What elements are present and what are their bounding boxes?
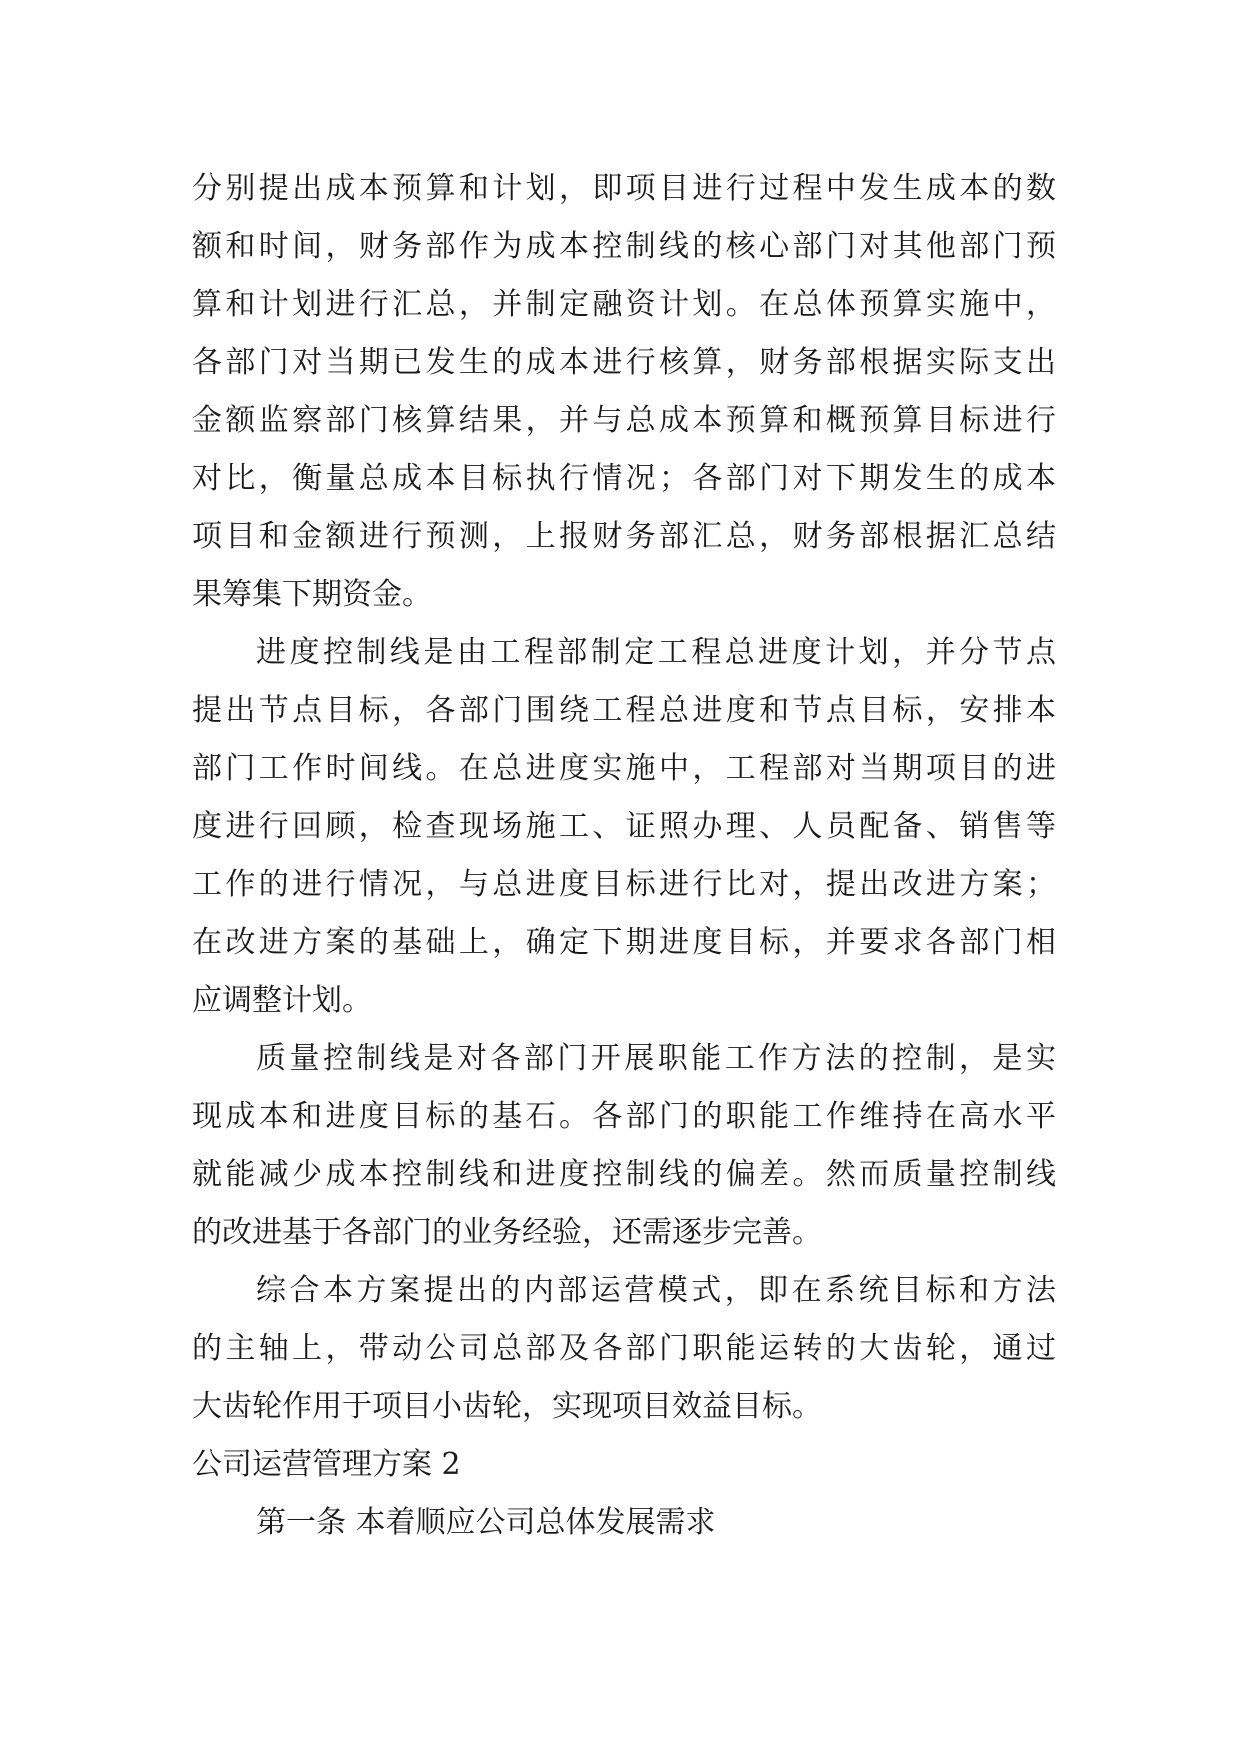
text-line: 进度控制线是由工程部制定工程总进度计划，并分节点 bbox=[256, 635, 1056, 670]
text-line: 提出节点目标，各部门围绕工程总进度和节点目标，安排本 bbox=[192, 693, 1056, 728]
text-line: 应调整计划。 bbox=[192, 983, 372, 1018]
text-line: 现成本和进度目标的基石。各部门的职能工作维持在高水平 bbox=[192, 1099, 1056, 1134]
document-body bbox=[192, 160, 1056, 1552]
text-line: 的主轴上，带动公司总部及各部门职能运转的大齿轮，通过 bbox=[192, 1331, 1056, 1366]
text-line: 就能减少成本控制线和进度控制线的偏差。然而质量控制线 bbox=[192, 1157, 1056, 1192]
text-line: 的改进基于各部门的业务经验，还需逐步完善。 bbox=[192, 1215, 822, 1250]
paragraph-cost-control-continued bbox=[192, 160, 1056, 624]
text-line: 工作的进行情况，与总进度目标进行比对，提出改进方案； bbox=[192, 867, 1056, 902]
text-line: 分别提出成本预算和计划，即项目进行过程中发生成本的数 bbox=[192, 171, 1056, 206]
section-heading: 公司运营管理方案 2 bbox=[192, 1447, 461, 1482]
paragraph-quality-control bbox=[192, 1030, 1056, 1262]
text-line: 综合本方案提出的内部运营模式，即在系统目标和方法 bbox=[256, 1273, 1056, 1308]
text-line: 大齿轮作用于项目小齿轮，实现项目效益目标。 bbox=[192, 1389, 822, 1424]
text-line: 项目和金额进行预测，上报财务部汇总，财务部根据汇总结 bbox=[192, 519, 1056, 554]
text-line: 度进行回顾，检查现场施工、证照办理、人员配备、销售等 bbox=[192, 809, 1056, 844]
text-line: 果筹集下期资金。 bbox=[192, 577, 432, 612]
text-line: 额和时间，财务部作为成本控制线的核心部门对其他部门预 bbox=[192, 229, 1056, 264]
text-line: 各部门对当期已发生的成本进行核算，财务部根据实际支出 bbox=[192, 345, 1056, 380]
text-line: 在改进方案的基础上，确定下期进度目标，并要求各部门相 bbox=[192, 925, 1056, 960]
text-line: 金额监察部门核算结果，并与总成本预算和概预算目标进行 bbox=[192, 403, 1056, 438]
paragraph-summary bbox=[192, 1262, 1056, 1436]
paragraph-schedule-control bbox=[192, 624, 1056, 1030]
text-line: 部门工作时间线。在总进度实施中，工程部对当期项目的进 bbox=[192, 751, 1056, 786]
text-line: 算和计划进行汇总，并制定融资计划。在总体预算实施中， bbox=[192, 287, 1056, 322]
text-line: 对比，衡量总成本目标执行情况；各部门对下期发生的成本 bbox=[192, 461, 1056, 496]
article-one: 第一条 本着顺应公司总体发展需求 bbox=[256, 1505, 716, 1540]
text-line: 质量控制线是对各部门开展职能工作方法的控制，是实 bbox=[256, 1041, 1056, 1076]
